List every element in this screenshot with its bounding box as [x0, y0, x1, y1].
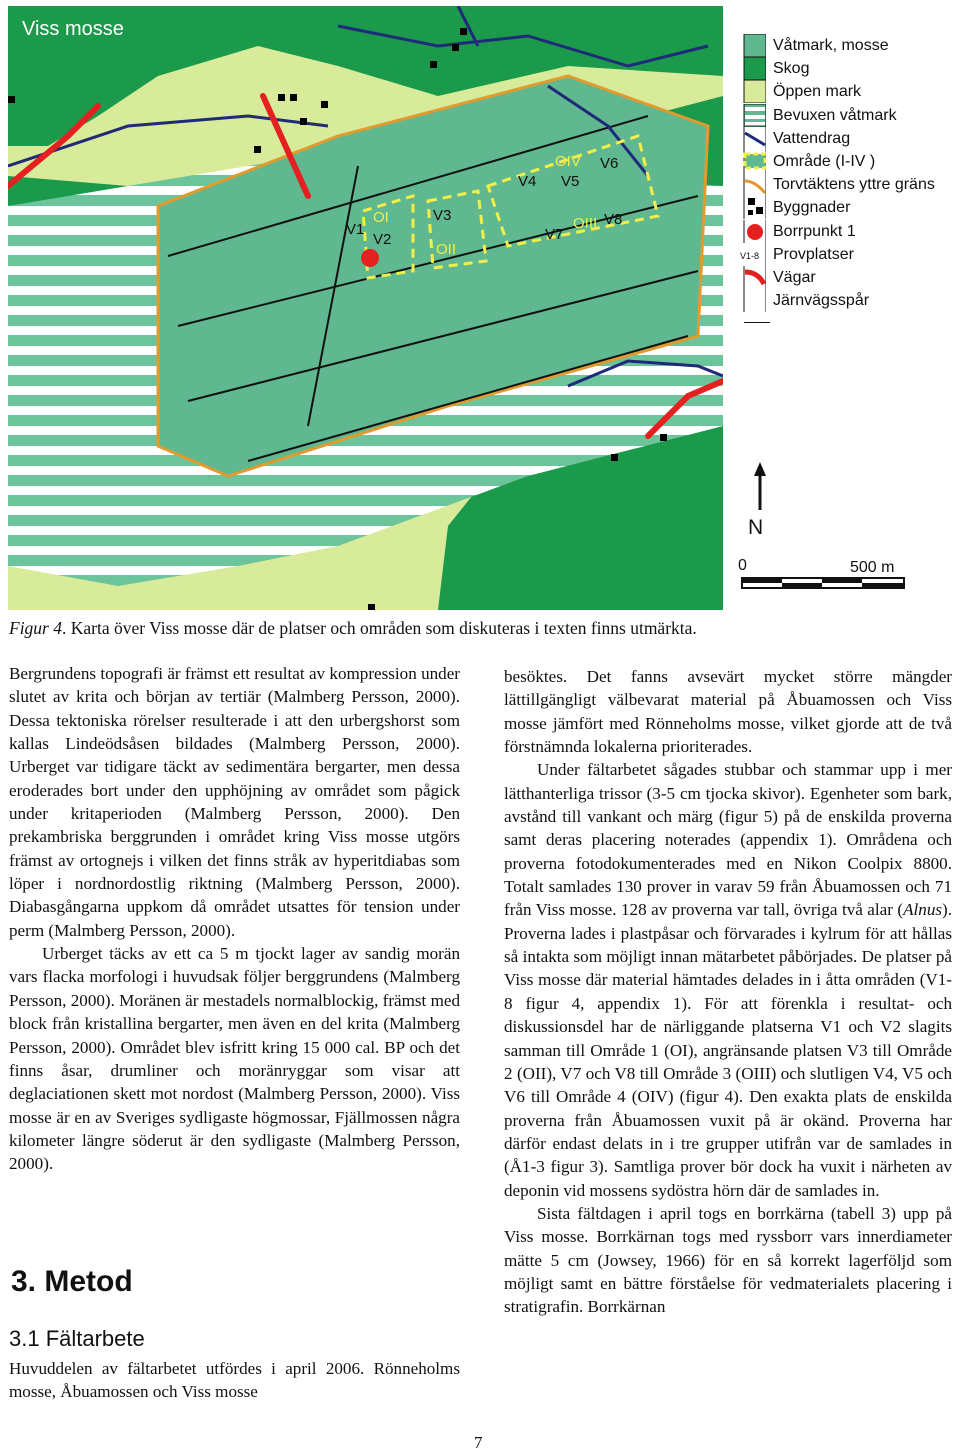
forest-swatch-icon — [740, 57, 766, 80]
legend-item — [740, 127, 960, 150]
paragraph-text: Under fältarbetet sågades stubbar och stammar upp i mer lätthanterliga trissor (3-5 cm tjocka skivor). Egenheter som bark, avstånd till vankant och märg (figur 5) på de enskilda proverna samt deras placering noterades (appendix 1). Områdena och proverna fotodokumenterades med en Nikon Coolpix 8800. Totalt samlades 130 prover in varav 59 från Åbuamossen och 71 från Viss mosse. 128 av proverna var tall, övriga två alar ( — [504, 760, 952, 920]
section-heading: 3. Metod — [11, 1265, 133, 1298]
north-label: N — [748, 516, 764, 539]
legend-label: Vägar — [773, 268, 816, 286]
core-point-icon — [361, 249, 379, 267]
site-label: V7 — [545, 226, 564, 243]
paragraph: Urberget täcks av ett ca 5 m tjockt lager av sandig morän vars flacka morfologi i huvudsak följer berggrundens (Malmberg Persson, 2000). Moränen är mestadels normalblockig, främst med block från kristallina bergarter, men även en del krita (Malmberg Persson, 2000). Området blev isfritt kring 15 000 cal. BP och det finns åsar, drumliner och moränryggar som visar att deglaciationen skett mot nordost (Malmberg Persson, 2000). Viss mosse är en av Sveriges sydligaste högmossar, Fjällmossen några kilometer längre söderut är den sydligaste (Malmberg Persson, 2000). — [9, 944, 460, 1174]
paragraph — [504, 758, 952, 1202]
site-label: OIII — [573, 215, 598, 232]
legend-item — [740, 104, 960, 127]
legend-label: Område (I-IV ) — [773, 152, 876, 170]
legend-item — [740, 243, 960, 266]
railway-line-icon — [740, 289, 766, 312]
legend-item — [740, 220, 960, 243]
left-column — [9, 662, 460, 1176]
site-label: V1 — [346, 221, 365, 238]
map-title: Viss mosse — [22, 18, 124, 40]
wetland-swatch-icon — [740, 34, 766, 57]
site-label: V6 — [600, 155, 619, 172]
legend-label: Våtmark, mosse — [773, 37, 889, 54]
site-label: OIV — [555, 153, 581, 170]
legend-item — [740, 266, 960, 289]
legend-label: Borrpunkt 1 — [773, 222, 856, 240]
legend-item — [740, 173, 960, 196]
species-name: Alnus — [903, 900, 943, 920]
figure-caption — [9, 618, 697, 639]
scale-max-label: 500 m — [850, 559, 895, 576]
legend-label: Byggnader — [773, 199, 851, 217]
legend-label: Vattendrag — [773, 129, 851, 147]
road-line-icon — [740, 266, 766, 289]
sample-site-marker-icon — [740, 243, 766, 266]
peat-boundary-line-icon — [740, 173, 766, 196]
area-outline-icon — [740, 150, 766, 173]
paragraph: Bergrundens topografi är främst ett resultat av kompression under slutet av krita och början av tertiär (Malmberg Persson, 2000). Dessa tektoniska rörelser resulterade i att den urbergshorst som kallas Lindeödsåsen bildades (Malmberg Persson, 2000). Urberget var tidigare täckt av sedimentära bergarter, men dessa eroderades bort under den upphöjning av området som pågick under kritaperioden (Malmberg Persson, 2000). Den prekambriska berggrunden i området kring Viss mosse utgörs främst av ortognejs i vilken det finns stråk av hyperitdiabas som löper i nordnordostlig riktning (Malmberg Persson, 2000). Diabasgångarna uppkom då området utsattes för tension under perm (Malmberg Persson, 2000). — [9, 664, 460, 940]
site-label: OII — [436, 241, 457, 258]
site-label: V3 — [433, 207, 452, 224]
map-graphic — [8, 6, 723, 610]
site-label: OI — [373, 209, 389, 226]
paragraph: Huvuddelen av fältarbetet utfördes i april 2006. Rönneholms mosse, Åbuamossen och Viss mosse — [9, 1359, 460, 1402]
legend-item — [740, 289, 960, 312]
core-point-icon — [740, 220, 766, 243]
legend-item — [740, 34, 960, 57]
open-land-swatch-icon — [740, 80, 766, 103]
legend-label: Öppen mark — [773, 83, 862, 101]
legend-item — [740, 57, 960, 80]
caption-text: . Karta över Viss mosse där de platser och områden som diskuteras i texten finns utmärkta. — [62, 618, 697, 638]
subsection-heading: 3.1 Fältarbete — [9, 1326, 145, 1351]
map-figure — [8, 6, 723, 610]
scale-zero-label: 0 — [738, 557, 747, 574]
legend-label: Skog — [773, 60, 810, 78]
legend-label: Provplatser — [773, 245, 854, 263]
building-icon — [740, 196, 766, 219]
page-number: 7 — [474, 1433, 483, 1452]
paragraph-text: ). Proverna lades i plastpåsar och förvarades i kylrum för att hållas så intakta som möjligt innan mätarbetet påbörjades. De platser på Viss mosse där material hämtades delades in i åtta områden (V1-8 figur 4, appendix 1). För att förenkla i resultat- och diskussionsdel har de närliggande platserna V1 och V2 slagits samman till Område 1 (OI), angränsande platsen V3 till Område 2 (OII), V7 och V8 till Område 3 (OIII) och slutligen V4, V5 och V6 till Område 4 (OIV) (figur 4). Den exakta plats de enskilda proverna från Åbuamossen vuxit på är okänd. Proverna har därför endast delats in i tre grupper utifrån var de samlades in (Å1-3 figur 3). Samtliga prover bör dock ha vuxit i närheten av deponin vid mossens sydöstra hörn där de samlades in. — [504, 900, 952, 1200]
paragraph: Sista fältdagen i april togs en borrkärna (tabell 3) upp på Viss mosse. Borrkärnan togs med ryssborr vars innerdiameter mätte 5 cm (Jowsey, 1966) för en så korrekt lagerföljd som möjligt samt en bättre förståelse för vedmaterialets placering i stratigrafin. Borrkärnan — [504, 1203, 952, 1317]
legend-frame-line — [744, 322, 770, 323]
legend-label: Torvtäktens yttre gräns — [773, 176, 935, 194]
legend-item — [740, 196, 960, 219]
sample-site-marker-text: V1-8 — [740, 250, 760, 261]
site-label: V4 — [518, 173, 537, 190]
site-label: V5 — [561, 173, 580, 190]
legend-label: Bevuxen våtmark — [773, 106, 897, 124]
legend-item — [740, 80, 960, 103]
vegetated-wetland-swatch-icon — [740, 104, 766, 127]
watercourse-line-icon — [740, 127, 766, 150]
legend-label: Järnvägsspår — [773, 292, 870, 310]
subsection-text — [9, 1357, 460, 1404]
right-column — [504, 665, 952, 1319]
paragraph: besöktes. Det fanns avsevärt mycket större mängder lättillgängligt välbevarat material på Åbuamossen och Viss mosse jämfört med Rönneholms mosse, vilket gjorde att de två förstnämnda lokalerna prioriterades. — [504, 667, 952, 757]
map-legend — [740, 34, 960, 312]
caption-prefix: Figur 4 — [9, 618, 62, 638]
legend-item — [740, 150, 960, 173]
site-label: V8 — [604, 211, 623, 228]
site-label: V2 — [373, 231, 392, 248]
